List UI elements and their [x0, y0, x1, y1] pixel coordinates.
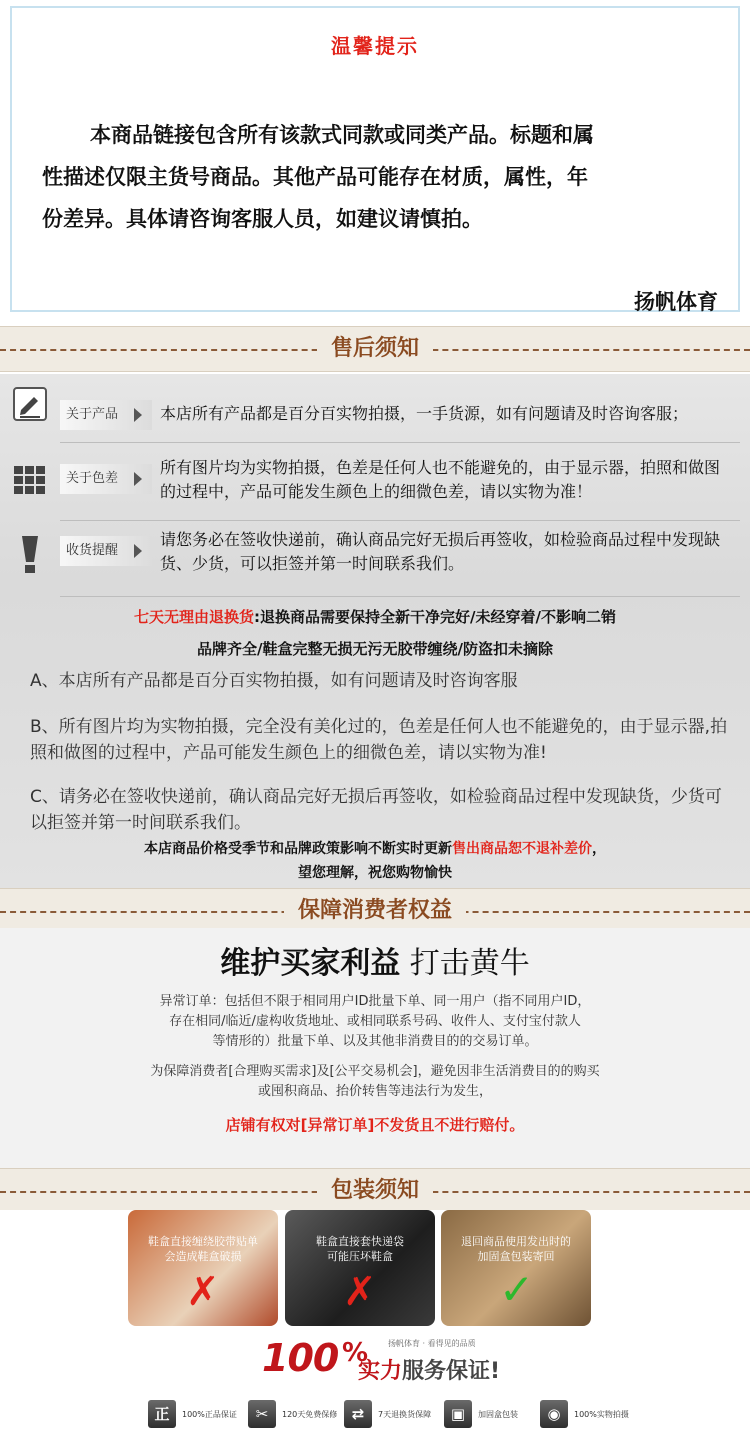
guarantee-text: 实力服务保证! — [358, 1359, 501, 1384]
notice-title: 温馨提示 — [331, 34, 419, 58]
return-policy-line-2: 品牌齐全/鞋盒完整无损无污无胶带缠绕/防盗扣未摘除 — [197, 640, 553, 658]
pack-section — [0, 1210, 750, 1440]
aftersale-row-product — [0, 384, 750, 444]
protect-heading: 保障消费者权益 — [284, 893, 466, 924]
exclamation-icon — [12, 534, 48, 570]
row-color-text: 所有图片均为实物拍摄，色差是任何人也不能避免的，由于显示器，拍照和做图的过程中，产品可能发生颜色上的细微色差，请以实物为准！ — [160, 458, 721, 501]
gift-box-icon: ▣ — [444, 1400, 472, 1428]
pack-card-box: 退回商品使用发出时的 加固盒包装寄回 ✓ — [441, 1210, 591, 1326]
camera-icon: ◉ — [540, 1400, 568, 1428]
price-notice-highlight: 售出商品恕不退补差价 — [452, 841, 592, 857]
tools-icon: ✂ — [248, 1400, 276, 1428]
arrow-icon — [134, 408, 142, 422]
para-c: C、请务必在签收快递前，确认商品完好无损后再签收，如检验商品过程中发现缺货，少货可以拒签并第一时间联系我们。 — [30, 787, 722, 833]
grid-icon — [12, 462, 48, 498]
aftersale-row-color — [0, 450, 750, 522]
arrow-icon — [134, 544, 142, 558]
notice-line-1: 本商品链接包含所有该款式同款或同类产品。标题和属 — [90, 123, 594, 147]
pack-header — [0, 1168, 750, 1214]
protect-section — [0, 928, 750, 1168]
edit-icon — [12, 386, 48, 422]
cross-icon: ✗ — [186, 1269, 220, 1315]
para-a: A、本店所有产品都是百分百实物拍摄，如有问题请及时咨询客服 — [30, 671, 518, 691]
protect-p1: 异常订单：包括但不限于相同用户ID批量下单、同一用户（指不同用户ID， 存在相同/临近/虚构收货地址、或相同联系号码、收件人、支付宝付款人 等情形的）批量下单、以及其他非消费目的的交易订单。 — [159, 994, 591, 1049]
zheng-icon: 正 — [148, 1400, 176, 1428]
aftersale-row-receipt — [0, 524, 750, 600]
protect-p2: 为保障消费者[合理购买需求]及[公平交易机会]，避免因非生活消费目的的购买 或囤积商品、抬价转售等违法行为发生， — [150, 1064, 600, 1099]
guarantee-banner: 100 % 扬帆体育 · 看得见的品质 实力服务保证! — [262, 1336, 501, 1384]
exchange-icon: ⇄ — [344, 1400, 372, 1428]
pack-heading: 包装须知 — [317, 1173, 433, 1204]
pack-card-bag: 鞋盒直接套快递袋 可能压坏鞋盒 ✗ — [285, 1210, 435, 1326]
price-notice-line-2: 望您理解，祝您购物愉快 — [298, 865, 452, 881]
return-policy-line-1: 七天无理由退换货:退换商品需要保持全新干净完好/未经穿着/不影响二销 — [134, 608, 616, 626]
notice-signature: 扬帆体育 — [634, 290, 718, 314]
notice-box — [10, 6, 740, 312]
pack-card-tape: 鞋盒直接缠绕胶带贴单 会造成鞋盒破损 ✗ — [128, 1210, 278, 1326]
notice-line-2: 性描述仅限主货号商品。其他产品可能存在材质，属性，年 — [42, 165, 588, 189]
guarantee-slogan: 扬帆体育 · 看得见的品质 — [388, 1339, 476, 1348]
tag-receipt: 收货提醒 — [60, 536, 152, 566]
notice-body — [42, 114, 712, 240]
check-icon: ✓ — [499, 1265, 535, 1314]
return-policy-highlight: 七天无理由退换货 — [134, 608, 255, 626]
aftersale-section — [0, 374, 750, 894]
aftersale-header — [0, 326, 750, 372]
notice-line-3: 份差异。具体请咨询客服人员，如建议请慎拍。 — [42, 207, 483, 231]
protect-warning: 店铺有权对[异常订单]不发货且不进行赔付。 — [225, 1116, 525, 1134]
protect-title: 维护买家利益 打击黄牛 — [220, 946, 530, 981]
row-receipt-text: 请您务必在签收快递前，确认商品完好无损后再签收，如检验商品过程中发现缺货、少货，可以拒签并第一时间联系我们。 — [160, 530, 721, 573]
price-notice: 本店商品价格受季节和品牌政策影响不断实时更新售出商品恕不退补差价， — [144, 841, 606, 857]
tag-product: 关于产品 — [60, 400, 152, 430]
aftersale-heading: 售后须知 — [317, 331, 433, 362]
para-b: B、所有图片均为实物拍摄，完全没有美化过的，色差是任何人也不能避免的，由于显示器,拍照和做图的过程中，产品可能发生颜色上的细微色差，请以实物为准! — [30, 717, 728, 763]
guarantee-number: 100 — [262, 1336, 339, 1380]
tag-color: 关于色差 — [60, 464, 152, 494]
service-badges: 正 100%正品保证 ✂ 120天免费保修 ⇄ 7天退换货保障 ▣ 加固盒包装 ◉ 100%实物拍摄 — [0, 1400, 750, 1430]
arrow-icon — [134, 472, 142, 486]
cross-icon: ✗ — [343, 1269, 377, 1315]
row-product-text: 本店所有产品都是百分百实物拍摄，一手货源，如有问题请及时咨询客服； — [160, 404, 689, 423]
